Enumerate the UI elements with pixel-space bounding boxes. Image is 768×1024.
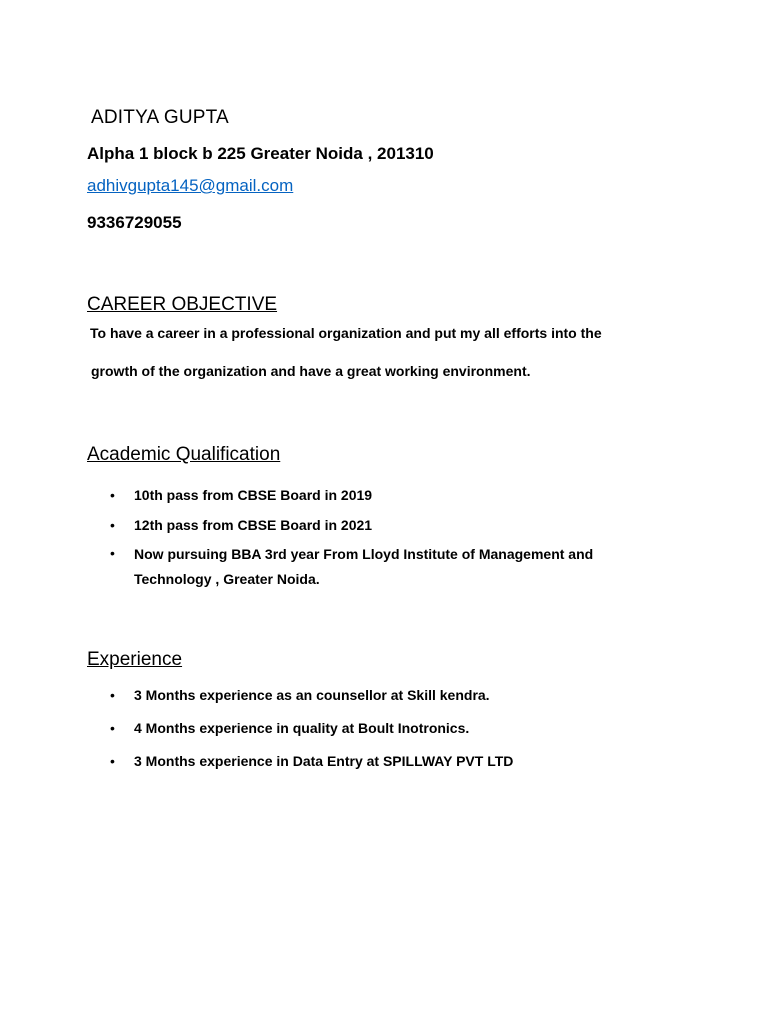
list-item	[110, 719, 670, 737]
experience-heading: Experience	[87, 649, 183, 670]
academic-qualification-heading: Academic Qualification	[87, 444, 281, 465]
list-item	[110, 542, 670, 592]
list-item	[110, 686, 670, 704]
academic-item-text: 10th pass from CBSE Board in 2019	[134, 487, 373, 503]
academic-list	[110, 486, 670, 604]
career-objective-line-1: To have a career in a professional organization and put my all efforts into the	[90, 325, 602, 341]
experience-list	[110, 686, 670, 785]
experience-item-text: 3 Months experience in Data Entry at SPILLWAY PVT LTD	[134, 753, 514, 769]
experience-item-text: 3 Months experience as an counsellor at Skill kendra.	[134, 687, 490, 703]
address: Alpha 1 block b 225 Greater Noida , 201310	[87, 144, 434, 163]
email-link[interactable]: adhivgupta145@gmail.com	[87, 176, 294, 195]
career-objective-heading: CAREER OBJECTIVE	[87, 294, 278, 315]
candidate-name: ADITYA GUPTA	[91, 107, 229, 128]
bullet-icon: •	[110, 687, 115, 703]
bullet-icon: •	[110, 487, 115, 503]
list-item	[110, 486, 670, 504]
academic-item-text: Now pursuing BBA 3rd year From Lloyd Institute of Management and Technology , Greater Noida.	[134, 546, 594, 587]
bullet-icon: •	[110, 517, 115, 533]
phone-number: 9336729055	[87, 213, 182, 232]
career-objective-line-2: growth of the organization and have a great working environment.	[91, 363, 531, 379]
bullet-icon: •	[110, 545, 115, 561]
list-item	[110, 516, 670, 534]
experience-item-text: 4 Months experience in quality at Boult Inotronics.	[134, 720, 470, 736]
bullet-icon: •	[110, 720, 115, 736]
academic-item-text: 12th pass from CBSE Board in 2021	[134, 517, 373, 533]
list-item	[110, 752, 670, 770]
bullet-icon: •	[110, 753, 115, 769]
